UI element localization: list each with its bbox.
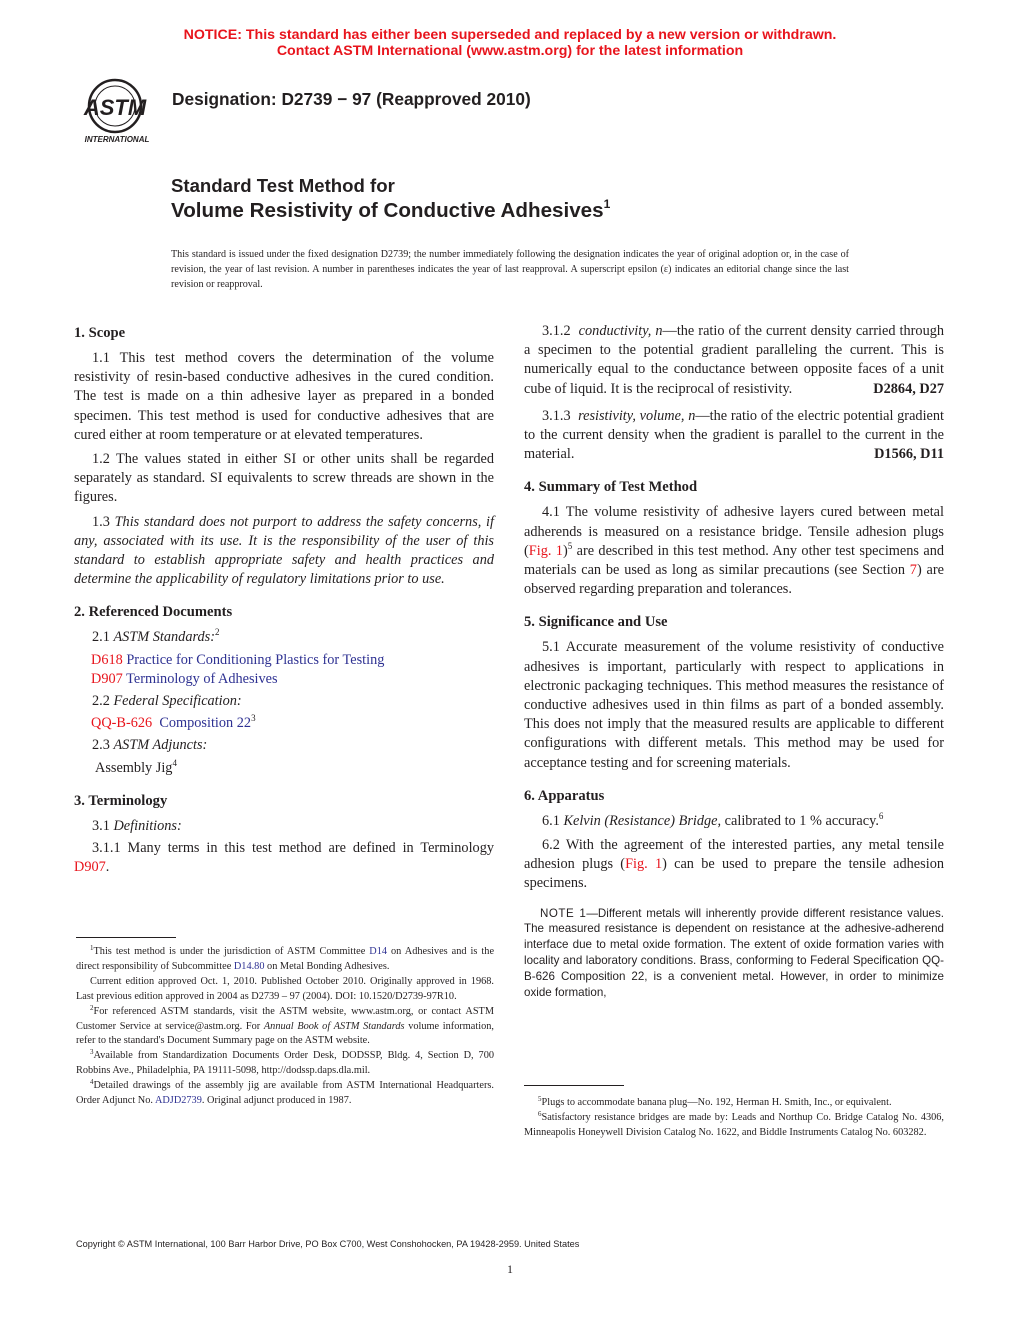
para-4-1-sup: 5 — [567, 540, 573, 551]
def-conductivity: —the ratio of the current density carried through a specimen to the potential gradient paralleling the current. This is numerically equal to the conductance between opposite faces of a unit cube of liquid. It is the reciprocal of resistivity. — [524, 323, 945, 397]
section-significance-heading: 5. Significance and Use — [524, 614, 668, 631]
section-refdocs-heading: 2. Referenced Documents — [74, 604, 233, 621]
para-1-3-num: 1.3 — [92, 513, 110, 530]
assembly-jig-sup: 4 — [172, 757, 177, 768]
fn2-mark: 2 — [90, 1003, 94, 1012]
para-2-2-num: 2.2 — [92, 693, 110, 710]
ref-link-d907[interactable] — [91, 670, 494, 689]
term-kelvin-bridge: Kelvin (Resistance) Bridge, — [563, 812, 722, 829]
designation: Designation: D2739 − 97 (Reapproved 2010) — [172, 89, 531, 109]
fn3-text: Available from Standardization Documents Order Desk, DODSSP, Bldg. 4, Section D, 700 Robbins Ave., Philadelphia, PA 19111-5098, http://dodssp.daps.dla.mil. — [76, 1050, 494, 1077]
figure-1-link[interactable]: Fig. 1 — [528, 542, 563, 559]
footnote-1-edition: Current edition approved Oct. 1, 2010. Published October 2010. Originally approved in 1968. Last previous edition approved in 2004 as D2739 – 97 (2004). DOI: 10.1520/D2739-97R10. — [76, 975, 494, 1002]
para-6-2-a: 6.2 With the agreement of the interested parties, any metal tensile adhesion plugs ( — [524, 837, 944, 873]
fn6-mark: 6 — [538, 1109, 542, 1118]
subcommittee-d1480-link[interactable]: D14.80 — [233, 960, 265, 972]
qqb-title: Composition 22 — [159, 715, 252, 732]
section-apparatus-heading: 6. Apparatus — [524, 787, 605, 804]
para-6-1-text: calibrated to 1 % accuracy. — [721, 812, 879, 829]
copyright-line: Copyright © ASTM International, 100 Barr Harbor Drive, PO Box C700, West Conshohocken, PA 19428-2959. United States — [76, 1239, 580, 1249]
para-2-2-text: Federal Specification: — [113, 693, 242, 710]
title-line-1: Standard Test Method for — [171, 175, 395, 196]
para-2-1 — [74, 628, 494, 647]
adjunct-link[interactable]: ADJD2739 — [154, 1095, 202, 1107]
fn4-mark: 4 — [90, 1078, 94, 1087]
fn2-b: volume information, refer to the standard's Document Summary page on the ASTM website. — [76, 1020, 494, 1047]
astm-logo — [72, 74, 162, 146]
ref-link-d618[interactable] — [91, 651, 494, 670]
para-3-1-1-text: 3.1.1 Many terms in this test method are defined in Terminology — [92, 840, 494, 857]
section-7-link[interactable]: 7 — [909, 562, 917, 579]
committee-d14-link[interactable]: D14 — [369, 946, 388, 957]
section-terminology-heading: 3. Terminology — [74, 792, 168, 809]
qqb-sup: 3 — [251, 713, 256, 724]
para-1-3-text: This standard does not purport to address the safety concerns, if any, associated with its use. It is the responsibility of the user of this standard to establish appropriate safety and health practices and determine the applicability of regulatory limitations prior to use. — [74, 513, 495, 588]
para-3-1-num: 3.1 — [92, 817, 110, 834]
d618-title: Practice for Conditioning Plastics for Testing — [126, 651, 385, 668]
section-scope-heading: 1. Scope — [74, 325, 126, 341]
d907-code: D907 — [91, 670, 123, 687]
title-footnote-mark: 1 — [603, 197, 611, 211]
footnote-3 — [76, 1049, 494, 1079]
para-6-1-sup: 6 — [878, 810, 884, 821]
para-4-1-b: ) — [562, 542, 568, 559]
footnote-1 — [76, 945, 494, 975]
note-1 — [524, 906, 944, 1001]
fn1-c: on Metal Bonding Adhesives. — [264, 960, 390, 972]
para-6-1-num: 6.1 — [542, 812, 560, 829]
left-column — [74, 322, 494, 882]
fn5-text: Plugs to accommodate banana plug—No. 192, Herman H. Smith, Inc., or equivalent. — [541, 1097, 892, 1108]
logo-letters: ASTM — [83, 95, 147, 120]
fn4-a: Detailed drawings of the assembly jig are available from ASTM International Headquarters. Order Adjunct No. — [76, 1080, 494, 1107]
para-2-3-text: ASTM Adjuncts: — [113, 737, 208, 754]
notice-line-1: NOTICE: This standard has either been superseded and replaced by a new version or withdrawn. — [183, 27, 837, 43]
para-3-1-1 — [74, 839, 494, 877]
fn1-a: This test method is under the jurisdiction of ASTM Committee — [93, 946, 370, 957]
para-1-3 — [74, 513, 494, 590]
issuance-statement: This standard is issued under the fixed designation D2739; the number immediately following the designation indicates the year of original adoption or, in the case of revision, the year of last revision. A number in parentheses indicates the year of last reapproval. A superscript epsilon (ε) indicates an editorial change since the last revision or reapproval. — [171, 249, 849, 290]
fn4-b: . Original adjunct produced in 1987. — [201, 1095, 352, 1107]
footnotes-left — [76, 945, 494, 1109]
assembly-jig: Assembly Jig — [95, 759, 173, 776]
para-3-1-1-end: . — [105, 859, 110, 876]
fn2-italic: Annual Book of ASTM Standards — [263, 1020, 405, 1032]
fn2-a: For referenced ASTM standards, visit the ASTM website, www.astm.org, or contact ASTM Customer Service at service@astm.org. For — [76, 1005, 494, 1032]
para-3-1-2 — [524, 322, 944, 399]
right-column — [524, 322, 944, 1000]
d618-code: D618 — [91, 651, 123, 668]
note-1-label: NOTE 1 — [540, 906, 587, 920]
footnote-5 — [524, 1096, 944, 1111]
para-4-1 — [524, 503, 944, 599]
para-3-1-2-num: 3.1.2 — [542, 323, 571, 339]
para-6-2-b: ) can be used to prepare the tensile adhesion specimens. — [524, 856, 944, 892]
para-2-2 — [74, 692, 494, 711]
para-5-1: 5.1 Accurate measurement of the volume resistivity of conductive adhesives is important, particularly with respect to applications in electronic packaging techniques. This method measures the resistance of conductive adhesives used in thin films as part of a bonded assembly. This does not imply that the measured results are applicable to different configurations with different metals. This method may be used for acceptance testing and for screening materials. — [524, 639, 944, 771]
para-1-2: 1.2 The values stated in either SI or other units shall be regarded separately as standard. SI equivalents to screw threads are shown in the figures. — [74, 451, 494, 506]
para-3-1 — [74, 817, 494, 836]
para-3-1-text: Definitions: — [113, 817, 182, 834]
para-2-1-text: ASTM Standards: — [113, 629, 215, 646]
term-resistivity: resistivity, volume, n — [578, 407, 696, 424]
page-number: 1 — [507, 1262, 513, 1276]
d907-title: Terminology of Adhesives — [126, 670, 278, 687]
figure-1-link-2[interactable]: Fig. 1 — [625, 856, 663, 873]
section-summary-heading: 4. Summary of Test Method — [524, 479, 698, 496]
footnote-rule-right — [524, 1085, 624, 1086]
note-1-text: —Different metals will inherently provide different resistance values. The measured resistance is dependent on resistance at the adhesive-adherend interface due to metal oxide formation. The extent of oxide formation varies with locality and laboratory conditions. Brass, conforming to Federal Specification QQ-B-626 Composition 22, is a convenient metal. However, in order to minimize oxide formation, — [524, 906, 945, 999]
para-6-2 — [524, 836, 944, 894]
qqb-code: QQ-B-626 — [91, 715, 153, 732]
para-2-3-num: 2.3 — [92, 737, 110, 754]
withdrawal-notice — [0, 27, 1020, 59]
ref-link-qqb626[interactable] — [91, 715, 251, 731]
para-3-1-3 — [524, 407, 944, 465]
para-1-1: 1.1 This test method covers the determination of the volume resistivity of resin-based conductive adhesives in the cured condition. The test is made on a thin adhesive layer as prepared in a bonded specimen. This test method is used for conductive adhesives that are cured either at room temperature or at elevated temperatures. — [74, 350, 494, 443]
para-6-1 — [524, 812, 944, 831]
def-resistivity: —the ratio of the electric potential gradient to the current density when the gradient is parallel to the current in the material. — [524, 407, 945, 463]
footnotes-right — [524, 1096, 944, 1141]
logo-subtitle: INTERNATIONAL — [84, 135, 150, 144]
fn5-mark: 5 — [538, 1095, 542, 1103]
term-conductivity: conductivity, n — [578, 323, 663, 339]
para-4-1-c: are described in this test method. Any other test specimens and materials can be used as long as similar precautions (see Section — [524, 542, 944, 579]
footnote-2 — [76, 1005, 494, 1050]
footnote-4 — [76, 1079, 494, 1109]
para-4-1-a: 4.1 The volume resistivity of adhesive layers cured between metal adherends is measured on a resistance bridge. Tensile adhesion plugs ( — [524, 504, 944, 559]
para-2-3 — [74, 736, 494, 755]
para-2-1-num: 2.1 — [92, 629, 110, 646]
conductivity-source-ref: D2864, D27 — [873, 380, 944, 397]
para-4-1-d: ) are observed regarding preparation and tolerances. — [524, 562, 944, 598]
para-3-1-3-num: 3.1.3 — [542, 407, 571, 424]
notice-line-2: Contact ASTM International (www.astm.org) for the latest information — [276, 43, 744, 59]
fn6-text: Satisfactory resistance bridges are made by: Leads and Northup Co. Bridge Catalog No. 4306, Minneapolis Honeywell Division Catalog No. 1622, and Biddle Instruments Catalog No. 603282. — [524, 1111, 944, 1138]
fn1-mark: 1 — [90, 944, 94, 952]
footnote-6 — [524, 1111, 944, 1141]
para-2-1-sup: 2 — [215, 627, 220, 638]
fn1-b: on Adhesives and is the direct responsibility of Subcommittee — [76, 946, 495, 972]
ref-link-d907-inline[interactable]: D907 — [74, 859, 106, 876]
resistivity-source-ref: D1566, D11 — [874, 446, 944, 463]
title-line-2: Volume Resistivity of Conductive Adhesives — [171, 199, 604, 222]
fn3-mark: 3 — [90, 1048, 94, 1057]
document-title — [171, 174, 610, 224]
footnote-rule-left — [76, 937, 176, 938]
